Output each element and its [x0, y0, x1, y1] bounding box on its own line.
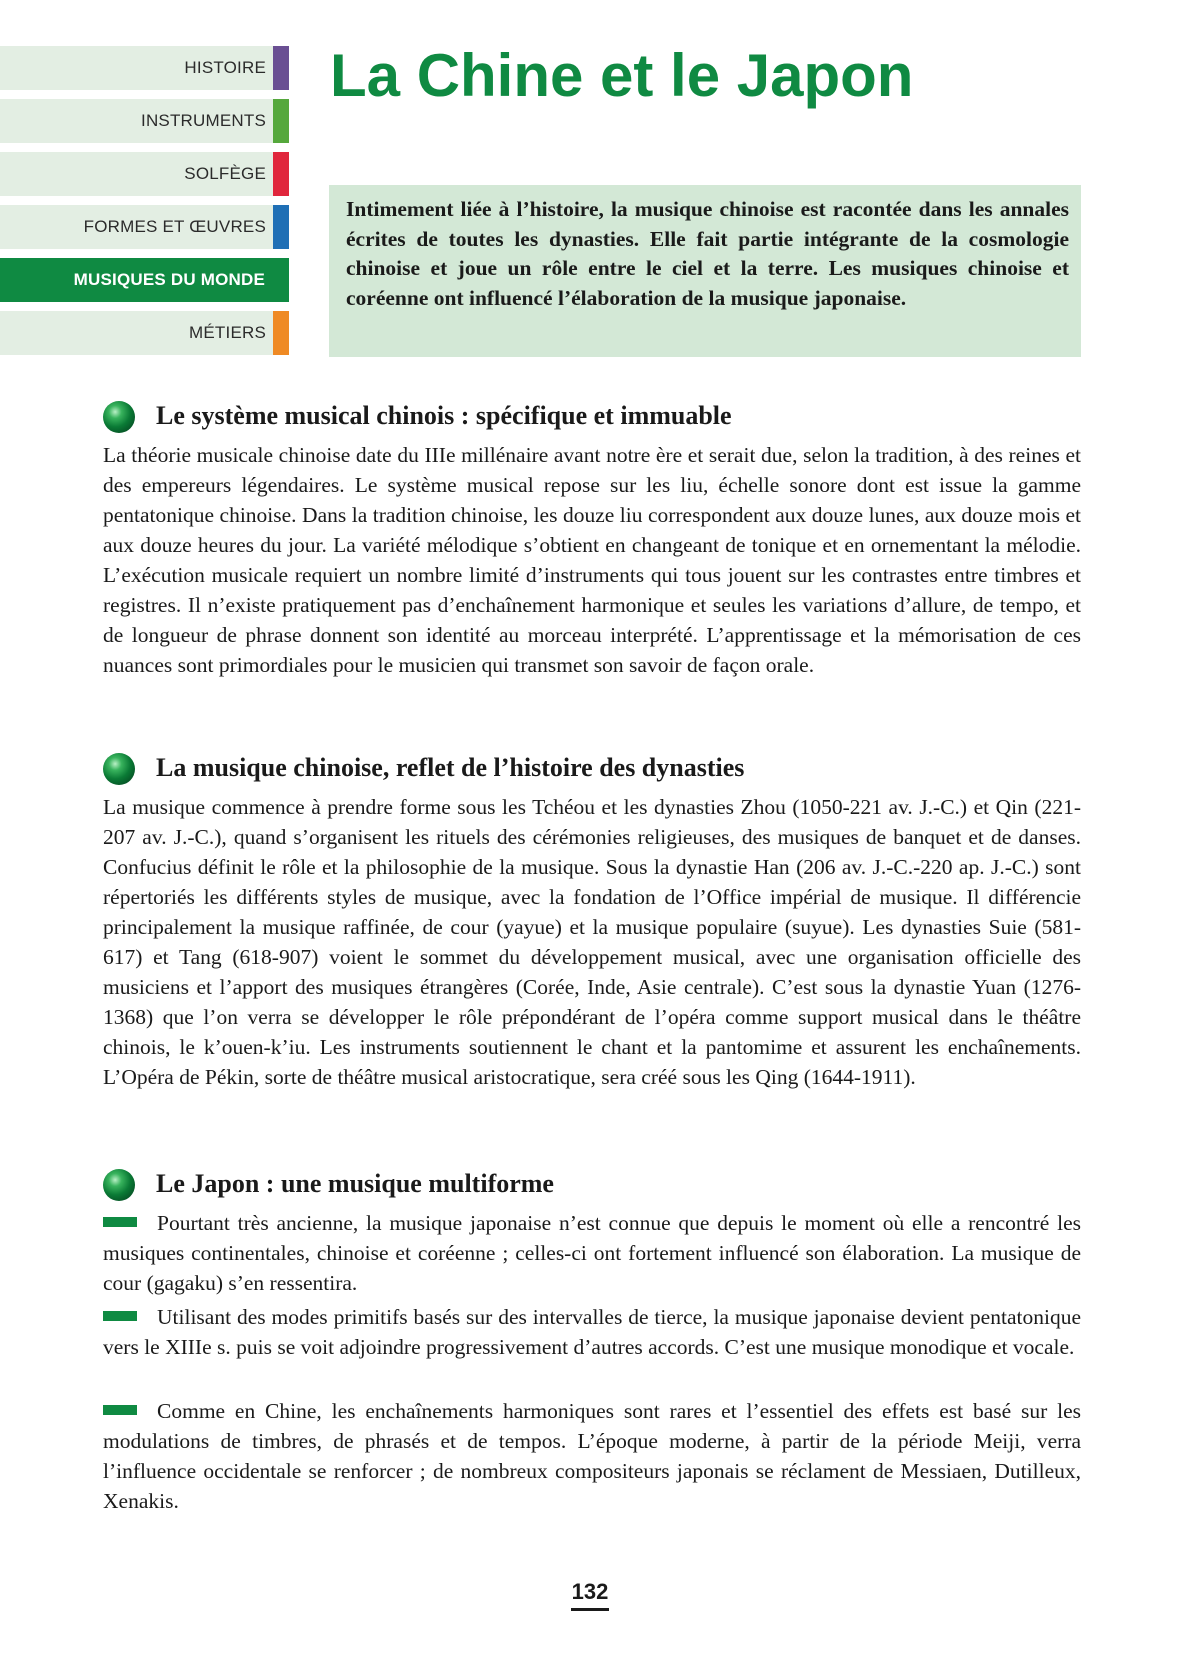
intro-box: [329, 185, 1081, 357]
nav-item-label: MUSIQUES DU MONDE: [73, 270, 265, 289]
nav-item-histoire[interactable]: [0, 46, 289, 90]
nav-item-solfege[interactable]: [0, 152, 289, 196]
nav-item-label: INSTRUMENTS: [141, 111, 266, 130]
nav-color-tab: [273, 99, 289, 143]
nav-color-tab: [273, 205, 289, 249]
green-bullet-icon: [103, 1169, 135, 1201]
list-item: [103, 1208, 1081, 1298]
green-bullet-icon: [103, 401, 135, 433]
green-dash-icon: [103, 1405, 137, 1415]
green-dash-icon: [103, 1217, 137, 1227]
paragraph-text: Pourtant très ancienne, la musique japonaise n’est connue que depuis le moment où elle a rencontré les musiques continentales, chinoise et coréenne ; celles-ci ont fortement influencé son élaboration. La musique de cour (gagaku) s’en ressentira.: [103, 1211, 1081, 1295]
page-title: La Chine et le Japon: [330, 42, 914, 109]
nav-item-label: MÉTIERS: [189, 323, 266, 342]
section-title: Le système musical chinois : spécifique et immuable: [156, 401, 732, 430]
nav-item-label: HISTOIRE: [184, 58, 266, 77]
section-heading: [103, 1166, 554, 1202]
paragraph-text: Comme en Chine, les enchaînements harmoniques sont rares et l’essentiel des effets est basé sur les modulations de timbres, de phrasés et de tempos. L’époque moderne, à partir de la période Meiji, verra l’influence occidentale se renforcer ; de nombreux compositeurs japonais se réclament de Messiaen, Dutilleux, Xenakis.: [103, 1399, 1081, 1513]
page-number: 132: [571, 1579, 609, 1604]
green-dash-icon: [103, 1311, 137, 1321]
paragraph-text: Utilisant des modes primitifs basés sur des intervalles de tierce, la musique japonaise devient pentatonique vers le XIIIe s. puis se voit adjoindre progressivement d’autres accords. C’est une musique monodique et vocale.: [103, 1305, 1081, 1359]
green-bullet-icon: [103, 753, 135, 785]
nav-item-musiques-du-monde[interactable]: [0, 258, 289, 302]
nav-color-tab: [273, 152, 289, 196]
intro-text: Intimement liée à l’histoire, la musique chinoise est racontée dans les annales écrites de toutes les dynasties. Elle fait partie intégrante de la cosmologie chinoise et joue un rôle entre le ciel et la terre. Les musiques chinoise et coréenne ont influencé l’élaboration de la musique japonaise.: [346, 197, 1069, 310]
nav-item-instruments[interactable]: [0, 99, 289, 143]
nav-item-formes-et-oeuvres[interactable]: [0, 205, 289, 249]
nav-item-metiers[interactable]: [0, 311, 289, 355]
paragraph-text: La musique commence à prendre forme sous les Tchéou et les dynasties Zhou (1050-221 av. J.-C.) et Qin (221-207 av. J.-C.), quand s’organisent les rituels des cérémonies religieuses, des musiques de banquet et de danses. Confucius définit le rôle et la philosophie de la musique. Sous la dynastie Han (206 av. J.-C.-220 ap. J.-C.) sont répertoriés les différents styles de musique, avec la fondation de l’Office impérial de musique. Il différencie principalement la musique raffinée, de cour (yayue) et la musique populaire (suyue). Les dynasties Suie (581-617) et Tang (618-907) voient le sommet du développement musical, avec une organisation officielle des musiciens et l’apport des musiques étrangères (Corée, Inde, Asie centrale). C’est sous la dynastie Yuan (1276-1368) que l’on verra se développer le rôle prépondérant de l’opéra comme support musical dans le théâtre chinois, le k’ouen-k’iu. Les instruments soutiennent le chant et la pantomime et assurent les enchaînements. L’Opéra de Pékin, sorte de théâtre musical aristocratique, sera créé sous les Qing (1644-1911).: [103, 795, 1081, 1089]
nav-item-label: FORMES ET ŒUVRES: [83, 217, 266, 236]
page-number-underline: [571, 1608, 609, 1611]
nav-item-label: SOLFÈGE: [184, 164, 266, 183]
section-nav: [0, 46, 289, 364]
section-paragraph: [103, 792, 1081, 1092]
nav-color-tab: [273, 311, 289, 355]
section-heading: [103, 398, 732, 434]
list-item: [103, 1302, 1081, 1362]
paragraph-text: La théorie musicale chinoise date du IIIe millénaire avant notre ère et serait due, selon la tradition, à des reines et des empereurs légendaires. Le système musical repose sur les liu, échelle sonore dont est issue la gamme pentatonique chinoise. Dans la tradition chinoise, les douze liu correspondent aux douze lunes, aux douze mois et aux douze heures du jour. La variété mélodique s’obtient en changeant de tonique et en ornementant la mélodie. L’exécution musicale requiert un nombre limité d’instruments qui tous jouent sur les contrastes entre timbres et registres. Il n’existe pratiquement pas d’enchaînement harmonique et seules les variations d’allure, de tempo, et de longueur de phrase donnent son identité au morceau interprété. L’apprentissage et la mémorisation de ces nuances sont primordiales pour le musicien qui transmet son savoir de façon orale.: [103, 443, 1081, 677]
section-title: La musique chinoise, reflet de l’histoire des dynasties: [156, 753, 745, 782]
section-heading: [103, 750, 744, 786]
list-item: [103, 1396, 1081, 1516]
section-paragraph: [103, 440, 1081, 680]
section-title: Le Japon : une musique multiforme: [156, 1169, 554, 1198]
nav-color-tab: [273, 46, 289, 90]
